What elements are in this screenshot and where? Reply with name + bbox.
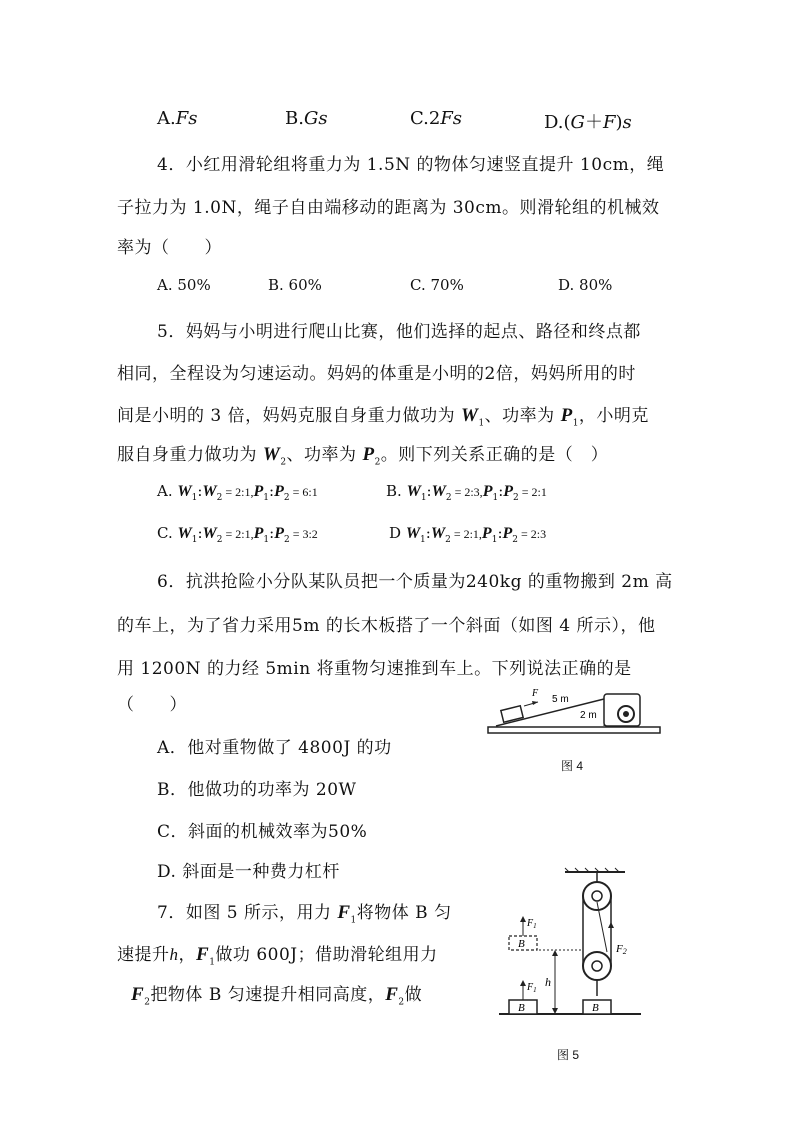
var: P: [274, 483, 284, 500]
var: W: [202, 525, 217, 542]
text: 间是小明的 3 倍，妈妈克服自身重力做功为: [117, 406, 456, 426]
q4-line-3: 率为（ ）: [117, 238, 222, 258]
sub: 1: [263, 493, 270, 503]
text: 、功率为: [286, 445, 357, 465]
sub: 1: [478, 418, 485, 429]
var-p: P: [362, 444, 375, 465]
q3-option-b[interactable]: [285, 108, 328, 129]
h-label: h: [545, 975, 551, 989]
q5-line-4: [117, 440, 608, 467]
block-b-label: B: [592, 1002, 599, 1014]
label: B.: [285, 108, 304, 129]
sub: 2: [280, 457, 287, 468]
label: D: [389, 524, 402, 542]
text: 将物体 B 匀: [356, 903, 452, 923]
colon: :: [497, 524, 503, 542]
sub: 2: [283, 535, 290, 545]
plus: ＋: [584, 112, 603, 133]
label: B.: [386, 482, 402, 500]
ratio: = 2:1,: [222, 485, 254, 499]
sub: 1: [420, 493, 427, 503]
label: D.(: [544, 112, 571, 133]
q7-line-2: [117, 940, 438, 967]
ratio: = 2:3,: [451, 485, 483, 499]
q6-line-3: 用 1200N 的力经 5min 将重物匀速推到车上。下列说法正确的是: [117, 659, 632, 679]
var: W: [202, 483, 217, 500]
q7-line-1: [157, 898, 452, 925]
q6-line-4: （ ）: [117, 695, 187, 715]
var: F: [602, 112, 616, 133]
label: C.2: [410, 108, 441, 129]
q4-option-a[interactable]: A. 50%: [157, 276, 211, 294]
text: 7．如图 5 所示，用力: [157, 903, 332, 923]
var-h: h: [169, 945, 179, 964]
sub: 1: [263, 535, 270, 545]
sub: 1: [350, 915, 357, 926]
q3-option-c[interactable]: [410, 108, 462, 129]
f1-label-top: $F_1$: [527, 918, 537, 930]
ratio: = 3:2: [289, 527, 318, 541]
ratio: = 2:1,: [450, 527, 482, 541]
text: 、功率为: [484, 406, 555, 426]
text: 做: [404, 985, 423, 1005]
q6-line-1: 6．抗洪抢险小分队某队员把一个质量为240kg 的重物搬到 2m 高: [157, 572, 673, 592]
var-w: W: [262, 444, 281, 465]
q6-option-b[interactable]: B．他做功的功率为 20W: [157, 780, 357, 800]
sub: 2: [513, 493, 519, 503]
sub: 1: [491, 535, 498, 545]
sub: 1: [191, 493, 198, 503]
f1-label-bottom: $F_1$: [527, 982, 537, 994]
colon: :: [498, 482, 504, 500]
q4-line-2: 子拉力为 1.0N，绳子自由端移动的距离为 30cm。则滑轮组的机械效: [117, 198, 660, 218]
force-label: F: [532, 688, 539, 699]
var-p: P: [560, 405, 573, 426]
q5-option-c[interactable]: [157, 524, 318, 545]
var-f: F: [131, 984, 145, 1005]
q4-option-d[interactable]: D. 80%: [558, 276, 613, 294]
var: P: [482, 483, 493, 500]
text: 。则下列关系正确的是（ ）: [380, 445, 609, 465]
figure-5-pulley: [495, 866, 645, 1026]
label: A.: [157, 108, 176, 129]
ratio: = 6:1: [289, 485, 318, 499]
sub: 2: [445, 535, 451, 545]
var: W: [431, 483, 446, 500]
var: P: [503, 483, 514, 500]
text: 速提升: [117, 945, 170, 965]
text: ，小明克: [578, 406, 649, 426]
block-b-label: B: [518, 1002, 525, 1014]
var: s: [622, 112, 632, 133]
q6-option-a[interactable]: A．他对重物做了 4800J 的功: [157, 738, 392, 758]
sub: 1: [572, 418, 579, 429]
colon: :: [425, 524, 431, 542]
var: P: [481, 525, 492, 542]
var: G: [570, 112, 585, 133]
ratio: = 2:3: [518, 527, 547, 541]
sub: 1: [191, 535, 198, 545]
var: P: [253, 483, 264, 500]
paren: ): [615, 112, 623, 133]
colon: :: [426, 482, 432, 500]
sub: 2: [445, 493, 452, 503]
sub: 2: [374, 457, 381, 468]
var: Fs: [175, 108, 198, 129]
height-label: 2 m: [580, 710, 597, 721]
ground: [488, 727, 660, 733]
block-b-label: B: [518, 938, 525, 950]
q5-option-b[interactable]: [386, 482, 547, 503]
arrow-head: [532, 701, 538, 705]
sub: 2: [216, 535, 223, 545]
var-w: W: [461, 405, 479, 426]
var: P: [274, 525, 284, 542]
q3-option-a[interactable]: [157, 108, 197, 129]
var: P: [253, 525, 264, 542]
ratio: = 2:1,: [222, 527, 254, 541]
wheel-hub: [623, 711, 629, 717]
q6-option-c[interactable]: C．斜面的机械效率为50%: [157, 822, 368, 842]
q5-option-a[interactable]: [157, 482, 318, 503]
q4-line-1: 4．小红用滑轮组将重力为 1.5N 的物体匀速竖直提升 10cm，绳: [157, 155, 665, 175]
q3-option-d[interactable]: [544, 108, 632, 134]
q4-option-b[interactable]: B. 60%: [268, 276, 322, 294]
q6-option-d[interactable]: D. 斜面是一种费力杠杆: [157, 862, 340, 882]
q5-line-2: 相同，全程设为匀速运动。妈妈的体重是小明的2倍，妈妈所用的时: [117, 364, 636, 384]
q5-line-1: 5．妈妈与小明进行爬山比赛，他们选择的起点、路径和终点都: [157, 322, 641, 342]
label: A.: [157, 482, 173, 500]
text: 做功 600J；借助滑轮组用力: [215, 945, 438, 965]
var: W: [430, 525, 446, 542]
sub: 2: [216, 493, 223, 503]
colon: :: [269, 524, 275, 542]
sub: 2: [283, 493, 290, 503]
ratio: = 2:1: [518, 485, 547, 499]
sub: 1: [420, 535, 426, 545]
colon: :: [197, 482, 203, 500]
q4-option-c[interactable]: C. 70%: [410, 276, 464, 294]
text: 服自身重力做功为: [117, 445, 257, 465]
var: P: [502, 525, 513, 542]
colon: :: [197, 524, 203, 542]
var-f: F: [385, 984, 399, 1005]
q6-line-2: 的车上，为了省力采用5m 的长木板搭了一个斜面（如图 4 所示），他: [117, 616, 656, 636]
figure-4-incline: [486, 680, 666, 740]
text: ，: [178, 945, 196, 965]
sub: 2: [512, 535, 519, 545]
length-label: 5 m: [552, 694, 569, 705]
q7-line-3: [131, 980, 422, 1007]
sub: 1: [492, 493, 499, 503]
colon: :: [269, 482, 275, 500]
var-f: F: [337, 902, 351, 923]
var: Gs: [303, 108, 328, 129]
var: W: [177, 525, 192, 542]
figure-4-caption: 图 4: [561, 759, 584, 773]
figure-5-caption: 图 5: [557, 1048, 580, 1062]
var: Fs: [440, 108, 463, 129]
sub: 2: [398, 997, 405, 1008]
var: W: [405, 525, 421, 542]
var: W: [406, 483, 421, 500]
q5-line-3: [117, 401, 649, 428]
f2-label: F2: [616, 943, 627, 956]
text: 把物体 B 匀速提升相同高度，: [150, 985, 386, 1005]
label: C.: [157, 524, 173, 542]
var: W: [177, 483, 192, 500]
var-f: F: [196, 944, 210, 965]
sub: 2: [144, 997, 151, 1008]
sub: 1: [209, 957, 216, 968]
q5-option-d[interactable]: [389, 524, 546, 545]
